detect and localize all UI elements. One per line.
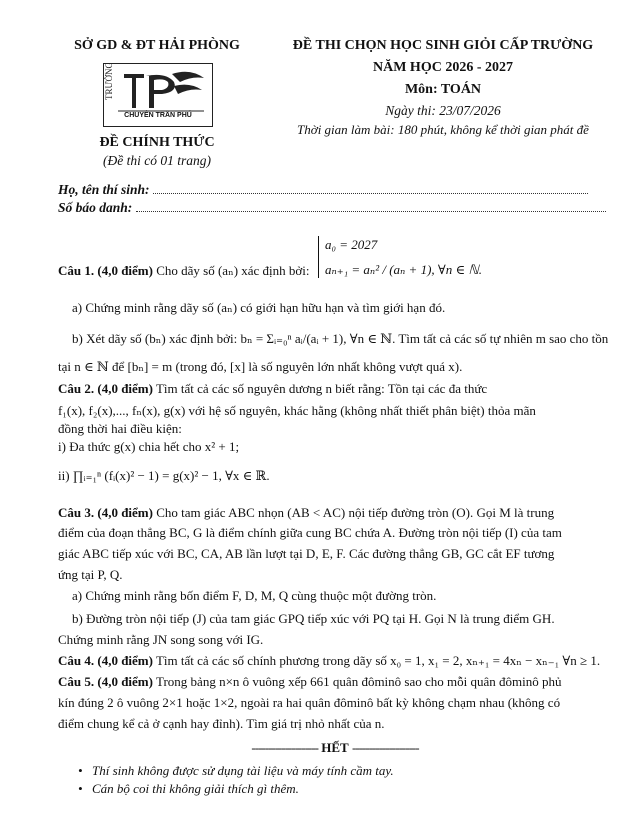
- q5-label: Câu 5. (4,0 điểm): [58, 674, 153, 689]
- q4-label: Câu 4. (4,0 điểm): [58, 653, 153, 668]
- subject: Môn: TOÁN: [404, 82, 482, 97]
- q3-line1: [58, 504, 628, 521]
- exam-title: ĐỀ THI CHỌN HỌC SINH GIỎI CẤP TRƯỜNG: [292, 38, 594, 53]
- end-label: HẾT: [321, 740, 349, 755]
- candidate-id-label: Số báo danh:: [58, 200, 133, 215]
- school-logo: [103, 63, 213, 127]
- q3-line2: điểm của đoạn thẳng BC, G là điểm chính giữa cung BC chứa A. Đường tròn nội tiếp (I) của tam: [58, 525, 562, 540]
- end-marker: [180, 740, 490, 756]
- q2-cond1: i) Đa thức g(x) chia hết cho x² + 1;: [58, 439, 240, 454]
- footer-note-2-text: Cán bộ coi thi không giải thích gì thêm.: [92, 781, 299, 796]
- footer-note-2: [78, 781, 618, 797]
- q3-line1-text: Cho tam giác ABC nhọn (AB < AC) nội tiếp đường tròn (O). Gọi M là trung: [156, 505, 555, 520]
- logo-caption: CHUYÊN TRẦN PHÚ: [124, 112, 192, 119]
- q1-system-line1: a₀ = 2027: [325, 237, 378, 252]
- q3-part-b-2: Chứng minh rằng JN song song với IG.: [58, 632, 264, 647]
- pages-note: (Đề thi có 01 trang): [103, 153, 211, 168]
- q1-part-b-1: b) Xét dãy số (bₙ) xác định bởi: bₙ = Σᵢ₌₀ⁿ aᵢ/(aᵢ + 1), ∀n ∈ ℕ. Tìm tất cả các số tự nhiên m sao cho tồn: [72, 331, 609, 346]
- candidate-name-field: [153, 193, 588, 194]
- footer-note-1: [78, 763, 618, 779]
- candidate-id-field: [136, 211, 606, 212]
- q2-line2: f₁(x), f₂(x),..., fₙ(x), g(x) với hệ số nguyên, khác hằng (không nhất thiết phân biệt) thỏa mãn: [58, 403, 536, 418]
- candidate-name-line: [58, 182, 618, 198]
- q2-line1: [58, 380, 628, 397]
- end-dashes-right: --------------------: [351, 740, 419, 755]
- q1-intro: [58, 262, 310, 279]
- q2-cond2: ii) ∏ᵢ₌₁ⁿ (fᵢ(x)² − 1) = g(x)² − 1, ∀x ∈ ℝ.: [58, 468, 270, 483]
- q3-line4: ứng tại P, Q.: [58, 567, 123, 582]
- end-dashes-left: --------------------: [251, 740, 319, 755]
- bullet-icon: •: [78, 763, 83, 778]
- footer-note-1-text: Thí sinh không được sử dụng tài liệu và máy tính cầm tay.: [92, 763, 394, 778]
- q1-system-line2: aₙ₊₁ = aₙ² / (aₙ + 1), ∀n ∈ ℕ.: [325, 262, 483, 277]
- q3-part-a: a) Chứng minh rằng bốn điểm F, D, M, Q cùng thuộc một đường tròn.: [72, 588, 437, 603]
- q5-line2: kín đúng 2 ô vuông 2×1 hoặc 1×2, ngoài ra hai quân đôminô bất kỳ không chạm nhau (không có: [58, 695, 561, 710]
- candidate-name-label: Họ, tên thí sinh:: [58, 182, 150, 197]
- q4-text: Tìm tất cả các số chính phương trong dãy số x₀ = 1, x₁ = 2, xₙ₊₁ = 4xₙ − xₙ₋₁ ∀n ≥ 1.: [155, 653, 601, 668]
- duration: Thời gian làm bài: 180 phút, không kể thời gian phát đề: [297, 122, 589, 137]
- q3-line3: giác ABC tiếp xúc với BC, CA, AB lần lượt tại D, E, F. Các đường thẳng GB, GC cắt EF tương: [58, 546, 555, 561]
- q2-line3: đồng thời hai điều kiện:: [58, 421, 182, 436]
- q5-line3: điểm chung kể cả ở cạnh hay đỉnh). Tìm giá trị nhỏ nhất của n.: [58, 716, 385, 731]
- q1-system: [318, 236, 482, 278]
- candidate-id-line: [58, 200, 618, 216]
- q5-line1: [58, 673, 633, 690]
- bullet-icon: •: [78, 781, 83, 796]
- exam-date: Ngày thi: 23/07/2026: [385, 103, 501, 118]
- department-name: SỞ GD & ĐT HẢI PHÒNG: [74, 38, 240, 53]
- q3-part-b-1: b) Đường tròn nội tiếp (J) của tam giác GPQ tiếp xúc với PQ tại H. Gọi N là trung điểm GH.: [72, 611, 555, 626]
- q3-label: Câu 3. (4,0 điểm): [58, 505, 153, 520]
- q1-part-b-2: tại n ∈ ℕ để [bₙ] = m (trong đó, [x] là số nguyên lớn nhất không vượt quá x).: [58, 359, 463, 374]
- q4-line: [58, 652, 633, 669]
- q1-label: Câu 1. (4,0 điểm): [58, 263, 153, 278]
- svg-text:TRƯỜNG: TRƯỜNG: [104, 64, 114, 100]
- official-label: ĐỀ CHÍNH THỨC: [99, 135, 215, 150]
- q2-label: Câu 2. (4,0 điểm): [58, 381, 153, 396]
- q1-part-a: a) Chứng minh rằng dãy số (aₙ) có giới hạn hữu hạn và tìm giới hạn đó.: [72, 300, 446, 315]
- q2-line1-text: Tìm tất cả các số nguyên dương n biết rằng: Tồn tại các đa thức: [155, 381, 488, 396]
- q5-line1-text: Trong bảng n×n ô vuông xếp 661 quân đôminô sao cho mỗi quân đôminô phủ: [155, 674, 562, 689]
- school-year: NĂM HỌC 2026 - 2027: [373, 60, 513, 75]
- q1-text: Cho dãy số (aₙ) xác định bởi:: [156, 263, 310, 278]
